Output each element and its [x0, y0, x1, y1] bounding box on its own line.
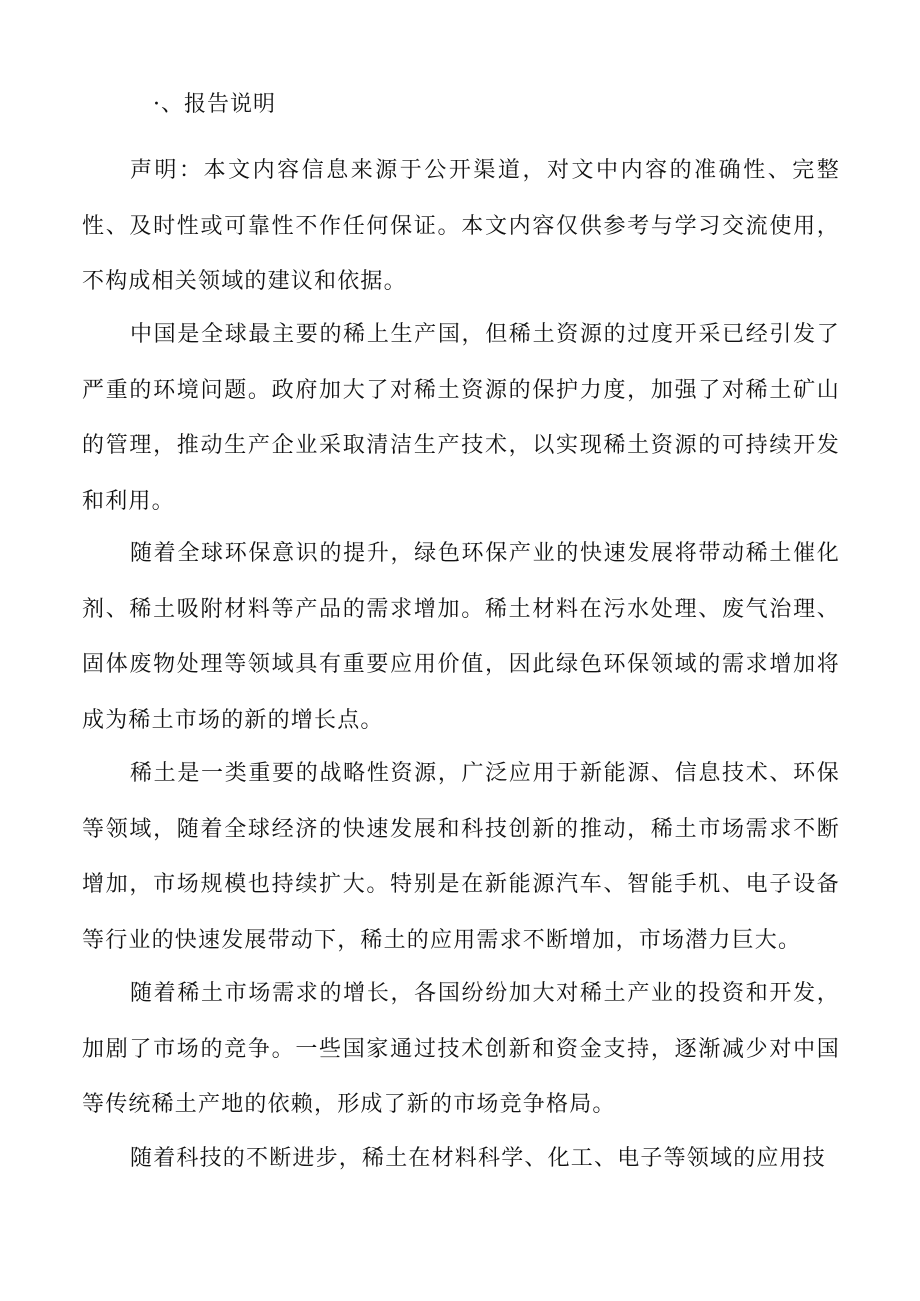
body-paragraph: 随着全球环保意识的提升，绿色环保产业的快速发展将带动稀土催化剂、稀土吸附材料等产品的需求增加。稀土材料在污水处理、废气治理、固体废物处理等领域具有重要应用价值，因此绿色环保领域的需求增加将成为稀土市场的新的增长点。	[82, 541, 840, 733]
section-heading: ·、报告说明	[153, 92, 276, 117]
disclaimer-paragraph: 声明：本文内容信息来源于公开渠道，对文中内容的准确性、完整性、及时性或可靠性不作任何保证。本文内容仅供参考与学习交流使用，不构成相关领域的建议和依据。	[82, 158, 840, 294]
body-paragraph: 中国是全球最主要的稀上生产国，但稀土资源的过度开采已经引发了严重的环境问题。政府加大了对稀土资源的保护力度，加强了对稀土矿山的管理，推动生产企业采取清洁生产技术，以实现稀土资源的可持续开发和利用。	[82, 322, 840, 514]
body-paragraph: 稀土是一类重要的战略性资源，广泛应用于新能源、信息技术、环保等领域，随着全球经济的快速发展和科技创新的推动，稀土市场需求不断增加，市场规模也持续扩大。特别是在新能源汽车、智能手机、电子设备等行业的快速发展带动下，稀土的应用需求不断增加，市场潜力巨大。	[82, 761, 840, 953]
body-paragraph: 随着科技的不断进步，稀土在材料科学、化工、电子等领域的应用技	[130, 1146, 827, 1171]
body-paragraph: 随着稀土市场需求的增长，各国纷纷加大对稀土产业的投资和开发，加剧了市场的竞争。一些国家通过技术创新和资金支持，逐渐减少对中国等传统稀土产地的依赖，形成了新的市场竞争格局。	[82, 981, 840, 1117]
